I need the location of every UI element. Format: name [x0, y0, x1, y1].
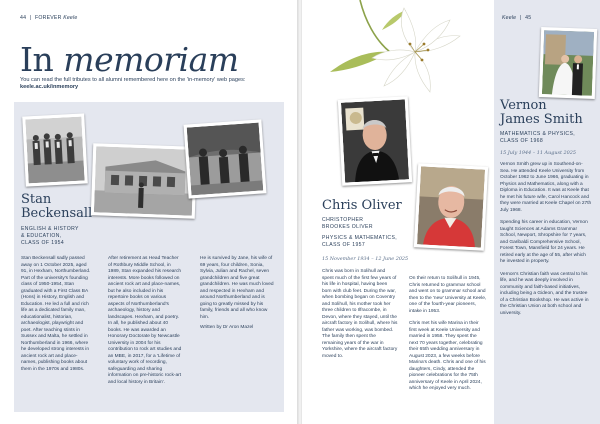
building-photo-image [94, 146, 194, 215]
vernon-role-line2: CLASS OF 1968 [500, 138, 544, 144]
chris-full-name-line1: CHRISTOPHER [322, 217, 364, 223]
left-folio-section: Keele [63, 15, 78, 21]
stan-column-3 [200, 256, 274, 332]
stan-role-line3: CLASS OF 1954 [21, 240, 65, 246]
stan-last-name: Beckensall [21, 206, 93, 221]
chris-name [322, 199, 402, 213]
vernon-para1: Vernon Smith grew up in Southend-on-Sea. He attended Keele University from October 1962 to June 1966, graduating in Physics and Mathematics, along with a Diploma in Education. It was at Keele that he met his future wife, Carol Hancock and they were married at Keele Chapel on 27th July 1968. [500, 162, 592, 213]
chris-full-name-line2: BROOKES OLIVER [322, 224, 373, 230]
left-folio: 44 | FOREVER Keele [20, 15, 78, 21]
chris-role-line1: PHYSICS & MATHEMATICS, [322, 235, 398, 241]
stan-people-photo [184, 119, 267, 198]
chris-column-2 [409, 276, 487, 399]
vernon-para3: Vernon's Christian faith was central to his life, and he was deeply involved in community and faith-based initiatives, including being a Gideon, and the trustee of a Christian Bookshop. He was active in the Christian Union at both school and university. [500, 271, 589, 316]
stan-role [21, 226, 79, 247]
chris-column-2-para1: On their return to Solihull in 1945, Chris returned to grammar school and went on to grammar school and then to the 'new' University at Keele, one of the fourth-year pioneers, intake in 1953. [409, 276, 487, 314]
right-folio-magazine: Keele [502, 15, 517, 21]
vernon-role [500, 131, 575, 145]
stan-column-1: Stan Beckensall sadly passed away on 1 October 2025, aged 91, in Hexham, Northumberland. Part of the university's founding class of 1950-1954, Stan graduated with a First Class BA (Hons) in History, English and Education. He led a full and rich life as a dedicated family man, educationalist, historian, archaeologist, playwright and poet. After teaching stints in Sussex and Malta, he settled in Northumberland in 1966, where he developed strong interests in ancient rock art and place-names, publishing books about them in the 1970s and 1980s. [21, 256, 91, 372]
right-folio: Keele | 45 [502, 15, 532, 21]
intro-link[interactable]: keele.ac.uk/inmemory [20, 84, 79, 91]
headline-prefix: In [20, 40, 54, 79]
right-page-number: 45 [525, 15, 532, 21]
vernon-last-name: James Smith [500, 112, 583, 127]
chris-role [322, 217, 397, 249]
stan-role-line2: & EDUCATION, [21, 233, 62, 239]
chris-role-line2: CLASS OF 1957 [322, 242, 366, 248]
right-page [302, 0, 600, 424]
group-photo-image [25, 117, 84, 184]
stan-building-photo [91, 143, 197, 219]
left-page-number: 44 [20, 15, 27, 21]
stan-role-line1: ENGLISH & HISTORY [21, 226, 79, 232]
lily-flower-icon [320, 0, 470, 95]
chris-portrait-image [341, 99, 409, 182]
intro-text [20, 77, 270, 92]
stan-first-name: Stan [21, 192, 52, 207]
vernon-first-name: Vernon [500, 98, 547, 113]
chris-last-name: Oliver [361, 198, 402, 213]
vernon-column [500, 162, 592, 323]
stan-column-2: After retirement as Head Teacher of Rothbury Middle School, in 1989, Stan expanded his research interests. More books followed on ancient rock art and place-names, but he also included in his repertoire books on various aspects of Northumberland's archaeology, history and landscapes. Hexham, and poetry. In all, he published about 40 books. He was awarded an Honorary Doctorate by Newcastle University in 2004 for his contribution to rock art studies and an MBE, in 2017, for a 'Lifetime of voluntary work of recording, safeguarding and sharing information on pre-historic rock-art and local history in Britain'. [108, 256, 182, 385]
left-folio-magazine: FOREVER [35, 15, 62, 21]
people-photo-image [187, 123, 264, 196]
chris-elderly-photo [414, 163, 488, 251]
stan-group-photo [22, 113, 88, 186]
vernon-wedding-photo [539, 27, 597, 99]
page-title [20, 40, 239, 79]
stan-name [21, 193, 92, 221]
chris-portrait-photo [338, 96, 412, 186]
chris-column-2-para2: Chris met his wife Marina in their first week at Keele University and married in 1958. They spent the next 70 years together, celebrating their 65th wedding anniversary in August 2023, a few weeks before Marina's death. Chris and one of his daughters, Cindy, attended the pioneer celebrations for the 75th anniversary of Keele in April 2024, which he enjoyed very much. [409, 321, 486, 391]
chris-column-1: Chris was born in Solihull and spent much of the first few years of his life in hospital, having been born with club feet. During the war, when bombing began on Coventry and Solihull, his mother took her three children to Ilfracombe, in Devon, where they stayed, until the aircraft factory in Solihull, where his father was working, was bombed. The family then spent the remaining years of the war in Yorkshire, where the aircraft factory moved to. [322, 269, 398, 359]
intro-body: You can read the full tributes to all alumni remembered here on the 'in-memory' web pages: [20, 77, 246, 83]
vernon-dates: 15 July 1944 – 11 August 2025 [500, 150, 576, 156]
chris-first-name: Chris [322, 198, 358, 213]
vernon-wedding-image [542, 30, 594, 96]
chris-elderly-image [417, 166, 485, 247]
chris-dates: 15 November 1934 – 12 June 2025 [322, 256, 409, 262]
left-page [0, 0, 298, 424]
vernon-name [500, 99, 583, 127]
stan-signoff: Written by Dr Aron Mazel [200, 325, 254, 330]
stan-column-3-text: He is survived by Jane, his wife of 69 years, four children, Sonia, Sylvia, Julian and Rachel, seven grandchildren and five great grandchildren. He was much loved and respected in Hexham and around Northumberland and is going to greatly missed by his family, friends and all who know him. [200, 256, 274, 320]
vernon-para2: Spending his career in education, Vernon taught Sciences at Adams Grammar School, Newport, Shropshire for 7 years, and Garibaldi Comprehensive School, Forest Town, Mansfield for 24 years. He retired early at the age of 55, after which he invested in property. [500, 220, 588, 264]
headline-italic: memoriam [63, 40, 239, 79]
vernon-role-line1: MATHEMATICS & PHYSICS, [500, 131, 576, 137]
